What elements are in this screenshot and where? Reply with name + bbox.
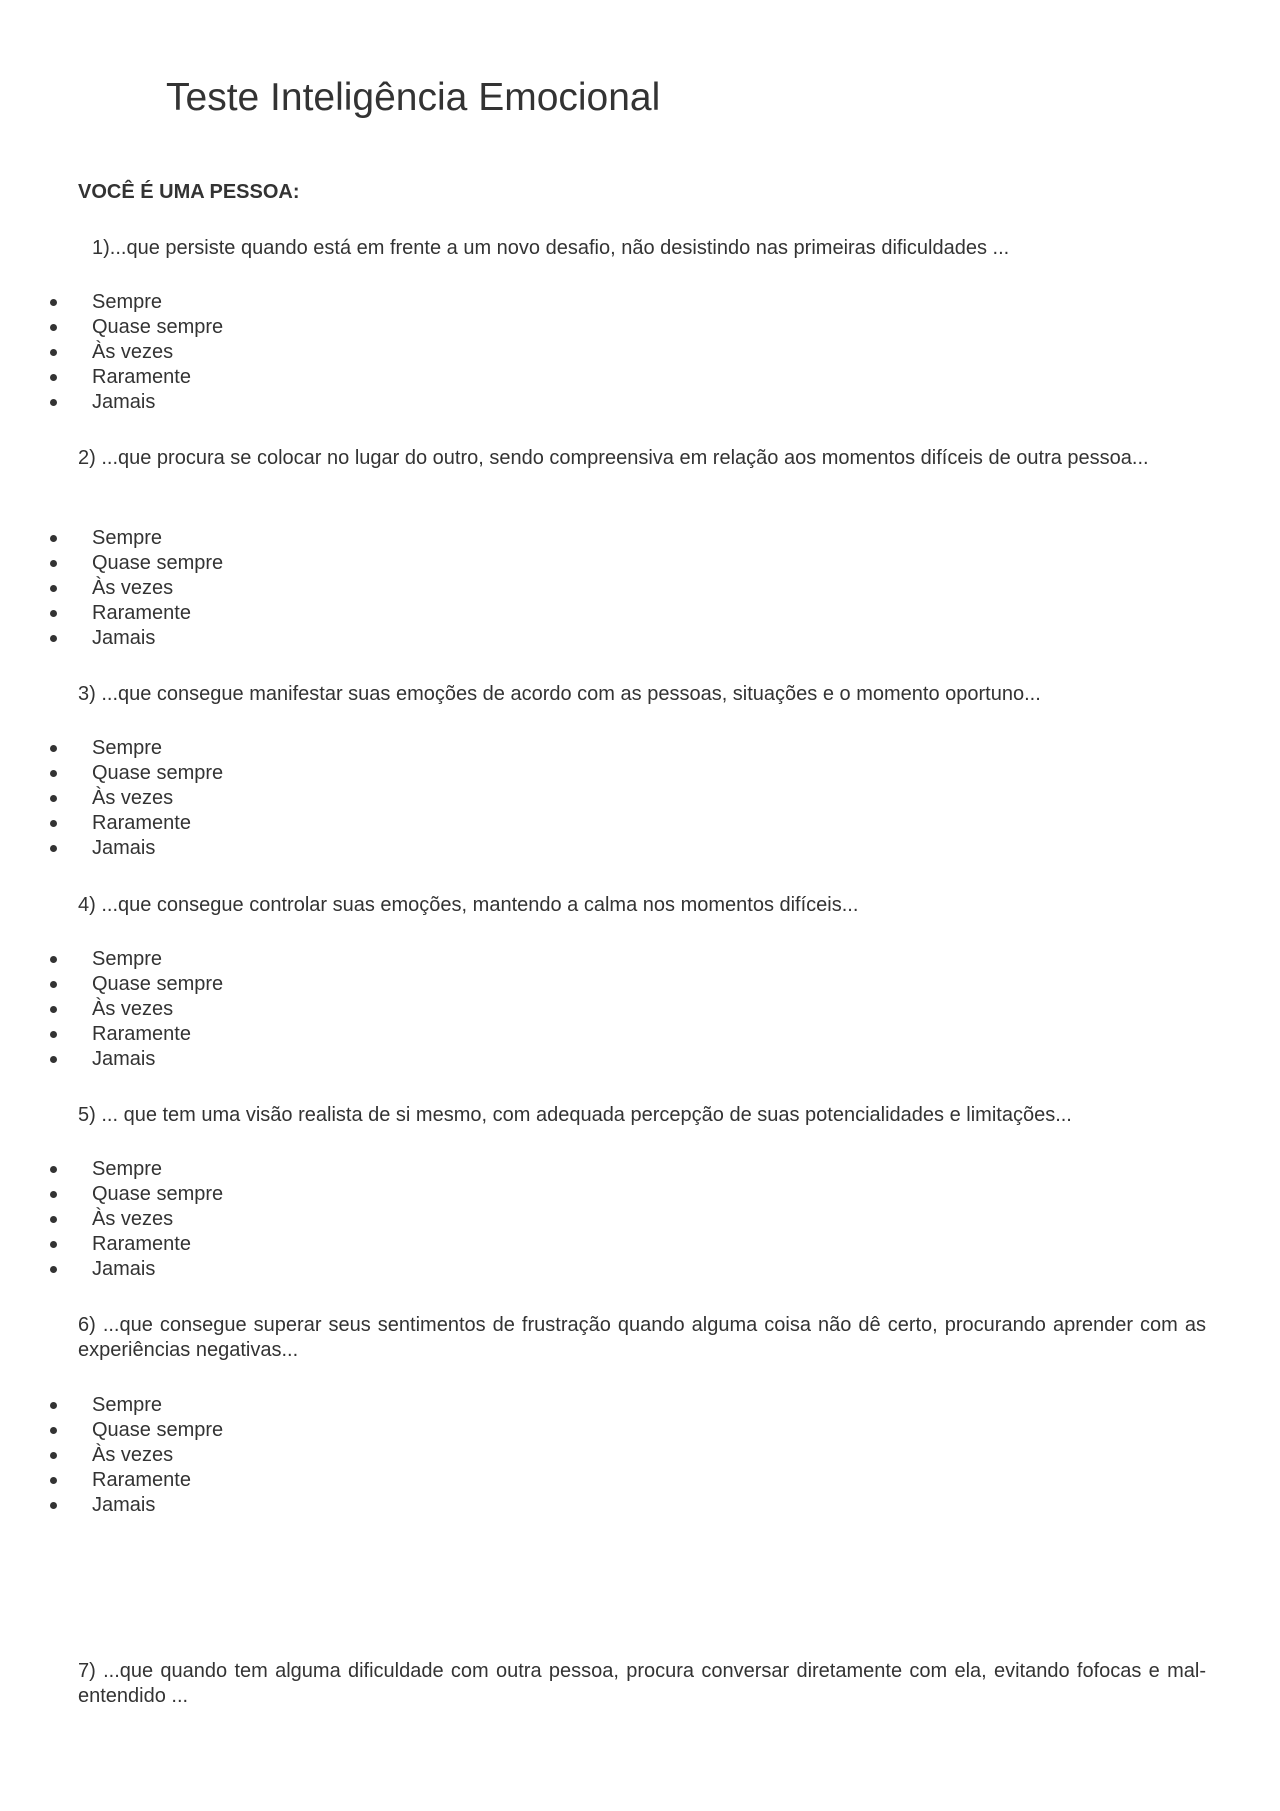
option-item	[0, 1207, 223, 1232]
option-label: Sempre	[92, 527, 163, 549]
option-label: Jamais	[92, 1494, 156, 1516]
options-list-2	[0, 526, 223, 651]
section-heading: VOCÊ É UMA PESSOA:	[78, 181, 300, 203]
option-item	[0, 290, 223, 315]
bullet-icon	[50, 585, 57, 592]
options-list-1	[0, 290, 223, 415]
option-item	[0, 761, 223, 786]
bullet-icon	[50, 1006, 57, 1013]
question-3: 3) ...que consegue manifestar suas emoções de acordo com as pessoas, situações e o momento oportuno...	[78, 683, 1041, 705]
option-item	[0, 576, 223, 601]
option-label: Quase sempre	[92, 1419, 224, 1441]
option-item	[0, 1443, 223, 1468]
option-item	[0, 972, 223, 997]
option-item	[0, 1182, 223, 1207]
option-label: Às vezes	[92, 341, 174, 363]
option-label: Jamais	[92, 1048, 156, 1070]
bullet-icon	[50, 1477, 57, 1484]
options-list-5	[0, 1157, 223, 1282]
question-7: 7) ...que quando tem alguma dificuldade com outra pessoa, procura conversar diretamente com ela, evitando fofocas e mal-entendido ...	[78, 1660, 1206, 1707]
options-list-6	[0, 1393, 223, 1518]
bullet-icon	[50, 1427, 57, 1434]
option-label: Jamais	[92, 1258, 156, 1280]
bullet-icon	[50, 1166, 57, 1173]
bullet-icon	[50, 1402, 57, 1409]
option-label: Jamais	[92, 391, 156, 413]
bullet-icon	[50, 1056, 57, 1063]
bullet-icon	[50, 981, 57, 988]
option-label: Às vezes	[92, 998, 174, 1020]
option-label: Jamais	[92, 837, 156, 859]
bullet-icon	[50, 1216, 57, 1223]
question-1: 1)...que persiste quando está em frente a um novo desafio, não desistindo nas primeiras dificuldades ...	[92, 237, 1010, 259]
option-item	[0, 601, 223, 626]
option-item	[0, 836, 223, 861]
option-label: Sempre	[92, 1394, 163, 1416]
bullet-icon	[50, 374, 57, 381]
option-label: Sempre	[92, 948, 163, 970]
options-list-4	[0, 947, 223, 1072]
option-label: Quase sempre	[92, 1183, 224, 1205]
question-5: 5) ... que tem uma visão realista de si mesmo, com adequada percepção de suas potencialidades e limitações...	[78, 1104, 1072, 1126]
bullet-icon	[50, 1266, 57, 1273]
bullet-icon	[50, 845, 57, 852]
option-item	[0, 551, 223, 576]
bullet-icon	[50, 820, 57, 827]
option-item	[0, 997, 223, 1022]
option-item	[0, 390, 223, 415]
bullet-icon	[50, 535, 57, 542]
bullet-icon	[50, 560, 57, 567]
option-label: Sempre	[92, 1158, 163, 1180]
option-item	[0, 1157, 223, 1182]
option-label: Quase sempre	[92, 316, 224, 338]
bullet-icon	[50, 795, 57, 802]
option-item	[0, 1393, 223, 1418]
option-item	[0, 1257, 223, 1282]
bullet-icon	[50, 1191, 57, 1198]
option-label: Raramente	[92, 366, 191, 388]
option-label: Raramente	[92, 602, 191, 624]
bullet-icon	[50, 956, 57, 963]
bullet-icon	[50, 1031, 57, 1038]
option-label: Quase sempre	[92, 552, 224, 574]
option-label: Raramente	[92, 812, 191, 834]
option-label: Raramente	[92, 1469, 191, 1491]
bullet-icon	[50, 399, 57, 406]
bullet-icon	[50, 1241, 57, 1248]
option-label: Sempre	[92, 737, 163, 759]
question-4: 4) ...que consegue controlar suas emoções, mantendo a calma nos momentos difíceis...	[78, 894, 859, 916]
option-label: Quase sempre	[92, 973, 224, 995]
bullet-icon	[50, 324, 57, 331]
option-label: Sempre	[92, 291, 163, 313]
bullet-icon	[50, 1502, 57, 1509]
bullet-icon	[50, 299, 57, 306]
bullet-icon	[50, 1452, 57, 1459]
document-title: Teste Inteligência Emocional	[166, 76, 661, 119]
option-item	[0, 1468, 223, 1493]
bullet-icon	[50, 770, 57, 777]
option-label: Raramente	[92, 1233, 191, 1255]
option-item	[0, 811, 223, 836]
option-item	[0, 315, 223, 340]
option-label: Às vezes	[92, 787, 174, 809]
question-6: 6) ...que consegue superar seus sentimentos de frustração quando alguma coisa não dê certo, procurando aprender com as experiências negativas...	[78, 1314, 1206, 1361]
bullet-icon	[50, 349, 57, 356]
option-label: Quase sempre	[92, 762, 224, 784]
bullet-icon	[50, 635, 57, 642]
option-item	[0, 526, 223, 551]
option-label: Às vezes	[92, 1444, 174, 1466]
option-label: Jamais	[92, 627, 156, 649]
option-item	[0, 947, 223, 972]
option-item	[0, 736, 223, 761]
option-item	[0, 1022, 223, 1047]
option-label: Às vezes	[92, 577, 174, 599]
option-item	[0, 365, 223, 390]
option-item	[0, 340, 223, 365]
option-item	[0, 1232, 223, 1257]
option-item	[0, 1047, 223, 1072]
option-item	[0, 1493, 223, 1518]
bullet-icon	[50, 610, 57, 617]
option-item	[0, 1418, 223, 1443]
option-item	[0, 786, 223, 811]
option-label: Às vezes	[92, 1208, 174, 1230]
options-list-3	[0, 736, 223, 861]
option-item	[0, 626, 223, 651]
option-label: Raramente	[92, 1023, 191, 1045]
question-2: 2) ...que procura se colocar no lugar do outro, sendo compreensiva em relação aos momentos difíceis de outra pessoa...	[78, 447, 1149, 469]
bullet-icon	[50, 745, 57, 752]
